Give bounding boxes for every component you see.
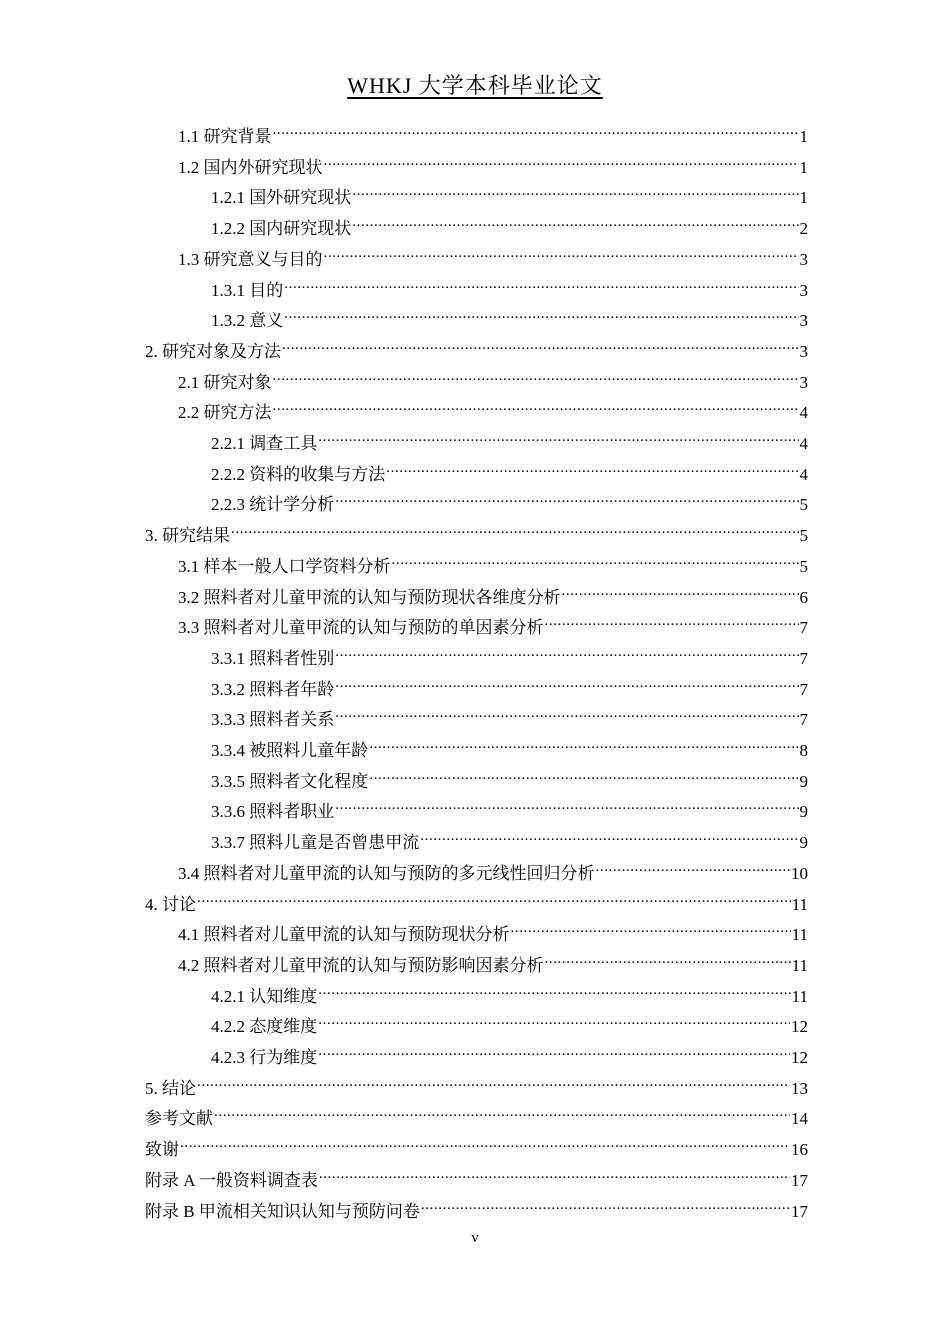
toc-entry[interactable] [178, 910, 808, 945]
toc-entry-page: 12 [791, 1048, 808, 1067]
toc-entry-title: 4. 讨论 [145, 894, 196, 914]
toc-dot-leader [352, 173, 798, 203]
toc-entry[interactable] [211, 1033, 808, 1067]
toc-dot-leader [335, 665, 798, 695]
toc-entry-page: 11 [791, 925, 808, 945]
toc-entry-page: 4 [799, 434, 808, 453]
toc-entry[interactable] [211, 695, 808, 730]
toc-entry-title: 2.1 研究对象 [178, 372, 272, 392]
toc-dot-leader [352, 204, 798, 234]
toc-entry-page: 5 [799, 495, 808, 515]
toc-entry-title: 2.2.1 调查工具 [211, 434, 318, 453]
toc-entry-title: 附录 B 甲流相关知识认知与预防问卷 [145, 1201, 420, 1221]
toc-dot-leader [284, 296, 798, 326]
toc-entry[interactable] [145, 1125, 808, 1160]
toc-dot-leader [197, 880, 791, 910]
toc-entry-title: 致谢 [145, 1140, 179, 1160]
toc-entry-page: 9 [799, 833, 808, 853]
toc-entry[interactable] [178, 573, 808, 607]
toc-entry[interactable] [211, 419, 808, 453]
toc-entry-page: 2 [799, 219, 808, 239]
toc-entry-title: 1.2 国内外研究现状 [178, 157, 323, 177]
toc-entry-title: 2.2 研究方法 [178, 403, 272, 423]
toc-dot-leader [318, 419, 798, 449]
toc-entry[interactable] [145, 1156, 808, 1190]
toc-entry-title: 1.2.2 国内研究现状 [211, 219, 352, 239]
toc-entry[interactable] [145, 1187, 808, 1221]
toc-entry[interactable] [211, 665, 808, 699]
toc-entry-title: 3.3.5 照料者文化程度 [211, 771, 369, 791]
toc-entry[interactable] [145, 880, 808, 914]
toc-entry-page: 9 [799, 802, 808, 822]
toc-dot-leader [421, 1187, 790, 1217]
toc-entry-title: 3.2 照料者对儿童甲流的认知与预防现状各维度分析 [178, 587, 561, 607]
toc-entry-page: 1 [799, 127, 808, 146]
toc-dot-leader [545, 603, 799, 633]
toc-entry[interactable] [178, 235, 808, 269]
toc-entry-page: 1 [799, 188, 808, 208]
toc-entry-title: 5. 结论 [145, 1078, 196, 1098]
toc-entry-title: 4.2.3 行为维度 [211, 1048, 318, 1067]
toc-dot-leader [197, 1064, 790, 1094]
toc-entry-page: 3 [799, 311, 808, 331]
toc-entry[interactable] [145, 327, 808, 361]
toc-dot-leader [318, 1002, 790, 1032]
page-number: v [471, 1230, 479, 1246]
toc-entry-title: 1.3.2 意义 [211, 311, 284, 331]
toc-dot-leader [562, 573, 799, 603]
toc-entry-page: 1 [799, 157, 808, 177]
toc-dot-leader [596, 849, 791, 879]
toc-dot-leader [273, 388, 799, 418]
toc-dot-leader [335, 787, 798, 817]
toc-dot-leader [318, 1033, 790, 1063]
header-title: WHKJ 大学本科毕业论文 [347, 73, 603, 98]
toc-entry-title: 3.3.2 照料者年龄 [211, 679, 335, 699]
toc-entry-page: 8 [799, 741, 808, 760]
toc-dot-leader [231, 511, 799, 541]
toc-dot-leader [180, 1125, 790, 1155]
toc-entry-title: 3.3.4 被照料儿童年龄 [211, 741, 369, 760]
toc-entry[interactable] [211, 972, 808, 1006]
toc-entry[interactable] [211, 204, 808, 239]
toc-dot-leader [319, 1156, 790, 1186]
toc-entry[interactable] [211, 1002, 808, 1037]
page-header [0, 70, 950, 102]
toc-entry[interactable] [211, 634, 808, 668]
toc-entry-title: 3.4 照料者对儿童甲流的认知与预防的多元线性回归分析 [178, 863, 595, 883]
toc-entry[interactable] [211, 450, 808, 484]
toc-dot-leader [369, 757, 798, 787]
toc-entry-page: 14 [791, 1109, 808, 1129]
toc-entry[interactable] [211, 480, 808, 515]
toc-dot-leader [318, 972, 790, 1002]
toc-entry-title: 1.1 研究背景 [178, 127, 272, 146]
toc-entry-page: 17 [791, 1170, 808, 1190]
toc-dot-leader [511, 910, 791, 940]
toc-entry-page: 11 [791, 955, 808, 975]
toc-entry-title: 3.3.7 照料儿童是否曾患甲流 [211, 833, 420, 853]
toc-entry-title: 4.2.1 认知维度 [211, 986, 318, 1006]
toc-entry-page: 9 [799, 771, 808, 791]
toc-entry[interactable] [178, 941, 808, 975]
toc-entry-page: 4 [799, 464, 808, 484]
toc-entry-page: 16 [791, 1140, 808, 1160]
toc-entry-title: 2.2.2 资料的收集与方法 [211, 464, 386, 484]
toc-entry-page: 7 [799, 648, 808, 668]
toc-entry-title: 4.2 照料者对儿童甲流的认知与预防影响因素分析 [178, 955, 544, 975]
toc-entry[interactable] [211, 296, 808, 331]
toc-entry[interactable] [211, 173, 808, 208]
toc-entry[interactable] [145, 1064, 808, 1098]
toc-entry-page: 3 [799, 372, 808, 392]
toc-entry-page: 6 [799, 587, 808, 607]
toc-entry[interactable] [178, 112, 808, 146]
toc-entry[interactable] [211, 757, 808, 791]
toc-entry-title: 2.2.3 统计学分析 [211, 495, 335, 515]
toc-entry-page: 13 [791, 1078, 808, 1098]
toc-dot-leader [324, 235, 799, 265]
toc-entry-page: 5 [799, 526, 808, 546]
toc-entry-page: 17 [791, 1201, 808, 1221]
toc-entry-title: 1.2.1 国外研究现状 [211, 188, 352, 208]
toc-entry-title: 1.3 研究意义与目的 [178, 249, 323, 269]
toc-dot-leader [386, 450, 798, 480]
toc-entry[interactable] [178, 358, 808, 392]
toc-entry[interactable] [211, 726, 808, 760]
toc-entry-title: 2. 研究对象及方法 [145, 341, 281, 361]
toc-entry-title: 3.3.1 照料者性别 [211, 648, 335, 668]
toc-entry-page: 3 [799, 341, 808, 361]
toc-entry-title: 参考文献 [145, 1109, 213, 1129]
toc-entry-page: 7 [799, 618, 808, 638]
toc-dot-leader [335, 634, 798, 664]
toc-entry-page: 5 [799, 556, 808, 576]
toc-dot-leader [335, 480, 798, 510]
toc-dot-leader [420, 818, 798, 848]
toc-dot-leader [273, 358, 799, 388]
toc-entry-page: 11 [791, 986, 808, 1006]
toc-entry[interactable] [178, 143, 808, 177]
toc-entry-title: 3.3 照料者对儿童甲流的认知与预防的单因素分析 [178, 618, 544, 638]
toc-dot-leader [214, 1094, 790, 1124]
toc-dot-leader [369, 726, 798, 756]
toc-entry-page: 3 [799, 280, 808, 300]
toc-entry-page: 4 [799, 403, 808, 423]
toc-entry-title: 3.3.6 照料者职业 [211, 802, 335, 822]
toc-entry-page: 10 [791, 863, 808, 883]
toc-entry[interactable] [145, 511, 808, 546]
toc-entry-page: 7 [799, 679, 808, 699]
toc-entry-title: 3. 研究结果 [145, 526, 230, 546]
toc-entry[interactable] [178, 603, 808, 638]
toc-entry-page: 3 [799, 249, 808, 269]
toc-entry-page: 12 [791, 1017, 808, 1037]
toc-entry[interactable] [211, 266, 808, 300]
toc-dot-leader [284, 266, 798, 296]
toc-dot-leader [282, 327, 799, 357]
toc-dot-leader [392, 542, 799, 572]
toc-entry-page: 11 [791, 894, 808, 914]
toc-entry-title: 1.3.1 目的 [211, 280, 284, 300]
toc-entry-title: 附录 A 一般资料调查表 [145, 1170, 318, 1190]
toc-dot-leader [324, 143, 799, 173]
toc-entry-title: 4.1 照料者对儿童甲流的认知与预防现状分析 [178, 925, 510, 945]
toc-entry-title: 3.3.3 照料者关系 [211, 710, 335, 730]
toc-entry[interactable] [211, 818, 808, 853]
toc-dot-leader [545, 941, 791, 971]
toc-dot-leader [273, 112, 799, 142]
toc-entry[interactable] [178, 542, 808, 576]
toc-entry[interactable] [178, 388, 808, 423]
toc-entry-title: 3.1 样本一般人口学资料分析 [178, 556, 391, 576]
toc-entry[interactable] [211, 787, 808, 822]
toc-entry[interactable] [145, 1094, 808, 1129]
toc-dot-leader [335, 695, 798, 725]
toc-entry-title: 4.2.2 态度维度 [211, 1017, 318, 1037]
toc-entry-page: 7 [799, 710, 808, 730]
toc-entry[interactable] [178, 849, 808, 883]
